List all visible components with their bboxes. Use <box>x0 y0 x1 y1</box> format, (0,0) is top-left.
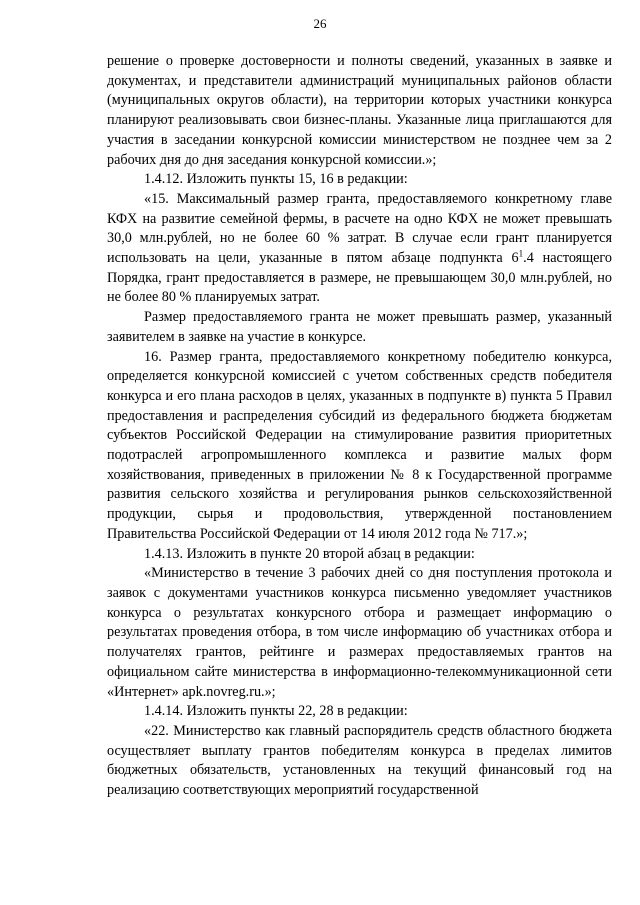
item-15-text-end: .4 настоящего Порядка, грант предоставляется в размере, не превышающем 30,0 млн.рублей, но не более 80 % планируемых затрат. <box>107 250 612 306</box>
paragraph-commission-notice: решение о проверке достоверности и полноты сведений, указанных в заявке и документах, и представители администраций муниципальных районов области (муниципальных округов области), на территории которых участники конкурса планируют реализовывать свои бизнес-планы. Указанные лица приглашаются для участия в заседании конкурсной комиссии министерством не позднее чем за 2 рабочих дня до дня заседания конкурсной комиссии.»; <box>107 53 612 168</box>
document-body <box>107 52 612 801</box>
paragraph-item-15 <box>107 190 612 308</box>
paragraph-amendment-1-4-13: 1.4.13. Изложить в пункте 20 второй абзац в редакции: <box>144 545 475 562</box>
item-15-text-start: «15. Максимальный размер гранта, предоставляемого конкретному главе КФХ на развитие семейной фермы, в расчете на одно КФХ не может превышать 30,0 млн.рублей, но не более 60 % затрат. В случае если грант планируется использовать на цели, указанные в пятом абзаце подпункта 6 <box>107 190 612 267</box>
paragraph-ministry-notice: «Министерство в течение 3 рабочих дней со дня поступления протокола и заявок с документами участников конкурса письменно уведомляет участников конкурса о результатах конкурсного отбора и размещает информацию о результатах проведения отбора, в том числе информацию об участниках отбора и получателях грантов, рейтинге и размерах предоставляемых грантов на официальном сайте министерства в информационно-телекоммуникационной сети «Интернет» apk.novreg.ru.»; <box>107 565 612 700</box>
paragraph-item-22: «22. Министерство как главный распорядитель средств областного бюджета осуществляет выплату грантов победителям конкурса в пределах лимитов бюджетных обязательств, установленных на текущий финансовый год на реализацию соответствующих мероприятий государственной <box>107 722 612 799</box>
paragraph-amendment-1-4-14: 1.4.14. Изложить пункты 22, 28 в редакции: <box>144 703 408 720</box>
paragraph-grant-limit: Размер предоставляемого гранта не может превышать размер, указанный заявителем в заявке на участие в конкурсе. <box>107 309 612 345</box>
page-number: 26 <box>313 16 327 31</box>
paragraph-amendment-1-4-12: 1.4.12. Изложить пункты 15, 16 в редакции: <box>144 171 408 188</box>
paragraph-item-16: 16. Размер гранта, предоставляемого конкретному победителю конкурса, определяется конкурсной комиссией с учетом собственных средств победителя конкурса и его плана расходов в целях, указанных в подпункте в) пункта 5 Правил предоставления и распределения субсидий из федерального бюджета бюджетам субъектов Российской Федерации на стимулирование развития приоритетных подотраслей агропромышленного комплекса и развитие малых форм хозяйствования, приведенных в приложении № 8 к Государственной программе развития сельского хозяйства и регулирования рынков сельскохозяйственной продукции, сырья и продовольствия, утвержденной постановлением Правительства Российской Федерации от 14 июля 2012 года № 717.»; <box>107 348 612 542</box>
superscript-index: 1 <box>518 248 524 259</box>
